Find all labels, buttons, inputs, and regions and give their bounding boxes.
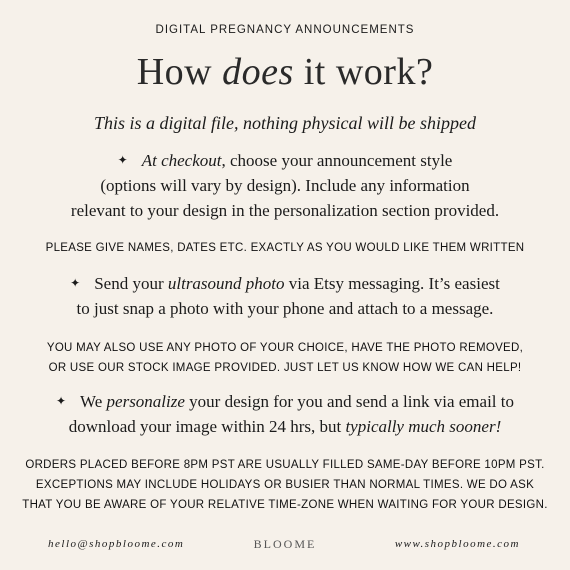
- step-2-post: via Etsy messaging. It’s easiest: [284, 274, 500, 293]
- orders-note-line-2: EXCEPTIONS MAY INCLUDE HOLIDAYS OR BUSIER THAN NORMAL TIMES. WE DO ASK: [35, 479, 535, 491]
- step-1-line-1: , choose your announcement style: [221, 151, 453, 170]
- title-part-2: it work?: [293, 51, 434, 93]
- eyebrow-label: DIGITAL PREGNANCY ANNOUNCEMENTS: [155, 24, 415, 36]
- title-part-1: How: [136, 51, 223, 93]
- step-1-line-2: (options will vary by design). Include any information: [100, 176, 470, 195]
- title-emphasis: does: [222, 51, 294, 93]
- page-title: [0, 50, 570, 94]
- step-2-emphasis: ultrasound photo: [167, 274, 285, 293]
- photo-note: [0, 338, 570, 378]
- step-3-post: your design for you and send a link via email to: [184, 392, 514, 411]
- step-3-line-2: download your image within 24 hrs, but: [68, 417, 346, 436]
- step-1: [0, 148, 570, 223]
- sparkle-icon: ✦: [70, 276, 81, 290]
- website-link[interactable]: www.shopbloome.com: [394, 538, 520, 550]
- step-3: [0, 389, 570, 439]
- brand-logo: BLOOME: [253, 537, 317, 551]
- step-3-line-2-emphasis: typically much sooner!: [345, 417, 502, 436]
- sparkle-icon: ✦: [117, 153, 128, 167]
- step-1-line-3: relevant to your design in the personalization section provided.: [70, 201, 500, 220]
- step-1-emphasis: At checkout: [141, 151, 222, 170]
- orders-note-line-1: ORDERS PLACED BEFORE 8PM PST ARE USUALLY FILLED SAME-DAY BEFORE 10PM PST.: [25, 459, 545, 471]
- orders-note: [0, 455, 570, 515]
- step-2-line-2: to just snap a photo with your phone and attach to a message.: [76, 299, 494, 318]
- photo-note-line-2: OR USE OUR STOCK IMAGE PROVIDED. JUST LET US KNOW HOW WE CAN HELP!: [48, 362, 522, 374]
- email-link[interactable]: hello@shopbloome.com: [48, 538, 185, 550]
- step-3-emphasis: personalize: [106, 392, 185, 411]
- photo-note-line-1: YOU MAY ALSO USE ANY PHOTO OF YOUR CHOICE, HAVE THE PHOTO REMOVED,: [46, 342, 524, 354]
- subtitle: This is a digital file, nothing physical will be shipped: [94, 113, 476, 133]
- step-2-pre: Send your: [94, 274, 168, 293]
- sparkle-icon: ✦: [55, 394, 67, 408]
- step-2: [0, 271, 570, 321]
- names-note: PLEASE GIVE NAMES, DATES ETC. EXACTLY AS YOU WOULD LIKE THEM WRITTEN: [45, 242, 525, 254]
- orders-note-line-3: THAT YOU BE AWARE OF YOUR RELATIVE TIME-ZONE WHEN WAITING FOR YOUR DESIGN.: [22, 499, 548, 511]
- step-3-pre: We: [80, 392, 107, 411]
